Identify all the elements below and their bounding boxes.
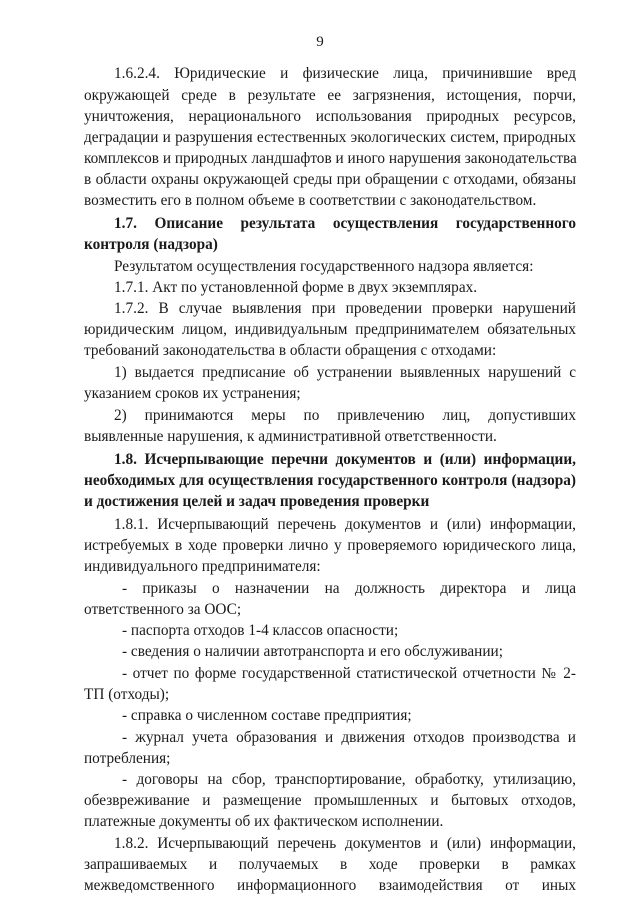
paragraph-line: в области охраны окружающей среды при обращении с отходами, обязаны <box>84 171 576 188</box>
paragraph-line: Результатом осуществления государственного надзора является: <box>114 258 534 275</box>
paragraph-line: 1.7.2. В случае выявления при проведении проверки нарушений <box>114 300 576 317</box>
page-number: 9 <box>316 34 324 50</box>
section-heading: 1.8. Исчерпывающие перечни документов и (или) информации, <box>114 451 576 468</box>
list-item: - договоры на сбор, транспортирование, обработку, утилизацию, <box>122 771 576 788</box>
list-item: 2) принимаются меры по привлечению лиц, допустивших <box>114 407 576 424</box>
list-item: 1) выдается предписание об устранении выявленных нарушений с <box>114 364 576 381</box>
list-item: выявленные нарушения, к административной ответственности. <box>84 428 497 445</box>
paragraph-line: 1.8.2. Исчерпывающий перечень документов и (или) информации, <box>114 835 576 852</box>
list-item: ответственного за ООС; <box>84 601 242 618</box>
list-item: платежные документы об их фактическом исполнении. <box>84 813 444 830</box>
paragraph-line: возместить его в полном объеме в соответствии с законодательством. <box>84 192 537 209</box>
paragraph-line: 1.6.2.4. Юридические и физические лица, причинившие вред <box>114 65 576 82</box>
paragraph-line: деградации и разрушения естественных экологических систем, природных <box>84 129 576 146</box>
list-item: - справка о численном составе предприятия; <box>122 707 412 724</box>
list-item: потребления; <box>84 750 171 767</box>
paragraph-line: окружающей среде в результате ее загрязнения, истощения, порчи, <box>84 87 576 104</box>
list-item: обезвреживание и размещение промышленных и бытовых отходов, <box>84 792 576 809</box>
list-item: - сведения о наличии автотранспорта и его обслуживании; <box>122 643 503 660</box>
paragraph-line: юридическим лицом, индивидуальным предпринимателем обязательных <box>84 321 576 338</box>
list-item: - отчет по форме государственной статистической отчетности № 2- <box>122 665 576 682</box>
list-item: - паспорта отходов 1-4 классов опасности; <box>122 622 399 639</box>
section-heading: необходимых для осуществления государственного контроля (надзора) <box>84 472 576 489</box>
paragraph-line: комплексов и природных ландшафтов и иного нарушения законодательства <box>84 150 577 167</box>
paragraph-line: 1.8.1. Исчерпывающий перечень документов и (или) информации, <box>114 516 576 533</box>
paragraph-line: индивидуального предпринимателя: <box>84 558 321 575</box>
section-heading: и достижения целей и задач проведения проверки <box>84 493 430 510</box>
paragraph-line: запрашиваемых и получаемых в ходе проверки в рамках <box>84 856 576 873</box>
list-item: ТП (отходы); <box>84 686 170 703</box>
paragraph-line: истребуемых в ходе проверки лично у проверяемого юридического лица, <box>84 537 576 554</box>
paragraph-line: требований законодательства в области обращения с отходами: <box>84 342 497 359</box>
section-heading: 1.7. Описание результата осуществления государственного <box>114 215 576 232</box>
list-item: - журнал учета образования и движения отходов производства и <box>122 729 576 746</box>
list-item: указанием сроков их устранения; <box>84 385 301 402</box>
list-item: - приказы о назначении на должность директора и лица <box>122 580 576 597</box>
paragraph-line: уничтожения, нерационального использования природных ресурсов, <box>84 108 576 125</box>
paragraph-line: межведомственного информационного взаимодействия от иных <box>84 877 576 894</box>
section-heading: контроля (надзора) <box>84 236 218 253</box>
paragraph-line: 1.7.1. Акт по установленной форме в двух экземплярах. <box>114 279 478 296</box>
